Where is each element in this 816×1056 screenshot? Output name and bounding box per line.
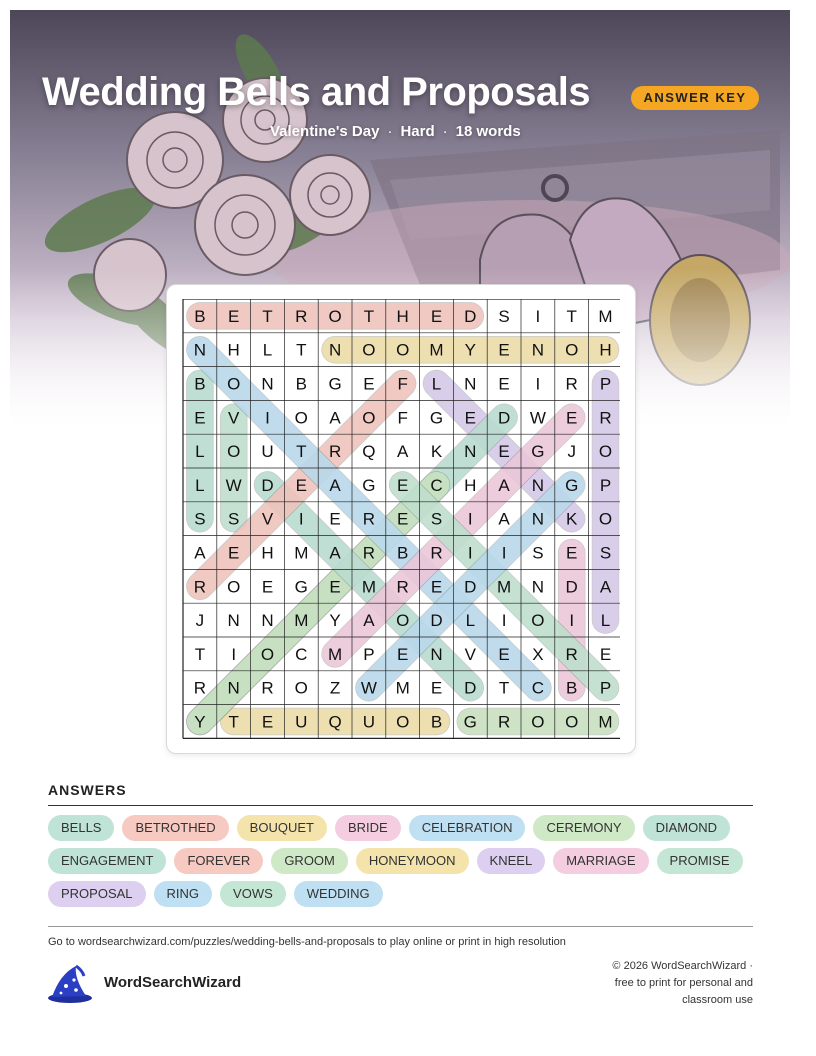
grid-letter: E xyxy=(430,306,443,326)
grid-letter: O xyxy=(227,577,241,597)
category-label: Valentine's Day xyxy=(270,123,380,140)
answer-chip-marriage: MARRIAGE xyxy=(553,848,648,874)
grid-letter: B xyxy=(194,374,206,394)
grid-letter: T xyxy=(296,442,307,462)
grid-letter: G xyxy=(565,475,579,495)
grid-letter: A xyxy=(498,475,510,495)
answer-chip-bouquet: BOUQUET xyxy=(237,815,327,841)
grid-letter: R xyxy=(565,374,578,394)
grid-letter: S xyxy=(532,543,544,563)
grid-letter: M xyxy=(328,644,343,664)
grid-letter: P xyxy=(599,374,612,394)
grid-letter: A xyxy=(329,408,341,428)
grid-letter: O xyxy=(565,340,579,360)
answer-chip-ceremony: CEREMONY xyxy=(533,815,634,841)
grid-letter: W xyxy=(360,678,377,698)
grid-letter: O xyxy=(227,374,241,394)
grid-letter: N xyxy=(531,340,545,360)
grid-letter: Y xyxy=(329,611,341,631)
grid-letter: E xyxy=(295,475,307,495)
grid-letter: M xyxy=(395,678,410,698)
brand-name: WordSearchWizard xyxy=(104,974,242,991)
grid-letter: R xyxy=(193,577,207,597)
answer-chip-vows: VOWS xyxy=(220,881,286,907)
word-count-label: 18 words xyxy=(455,123,521,140)
grid-letter: E xyxy=(261,712,274,732)
copyright-line: classroom use xyxy=(682,994,753,1006)
difficulty-label: Hard xyxy=(400,123,435,140)
grid-letter: F xyxy=(397,374,408,394)
answer-chip-engagement: ENGAGEMENT xyxy=(48,848,166,874)
word-search-grid xyxy=(180,299,620,739)
grid-letter: T xyxy=(194,644,206,664)
grid-letter: S xyxy=(498,306,510,326)
grid-letter: B xyxy=(566,678,578,698)
grid-letter: M xyxy=(361,577,376,597)
grid-letter: R xyxy=(430,543,443,563)
grid-letter: E xyxy=(498,340,510,360)
grid-letter: R xyxy=(362,509,376,529)
grid-letter: E xyxy=(397,509,409,529)
grid-letter: G xyxy=(429,408,444,428)
grid-letter: R xyxy=(599,408,612,428)
grid-letter: H xyxy=(396,306,409,326)
answer-key-badge: ANSWER KEY xyxy=(631,86,759,110)
grid-letter: R xyxy=(261,678,274,698)
answers-list xyxy=(48,815,758,907)
grid-letter: N xyxy=(464,442,477,462)
grid-letter: A xyxy=(329,543,341,563)
grid-letter: B xyxy=(430,712,443,732)
grid-letter: L xyxy=(465,611,476,631)
grid-letter: Y xyxy=(464,340,476,360)
grid-letter: N xyxy=(261,611,274,631)
grid-letter: D xyxy=(430,611,443,631)
grid-letter: E xyxy=(498,442,510,462)
grid-letter: H xyxy=(599,340,612,360)
grid-letter: O xyxy=(531,712,545,732)
answer-chip-groom: GROOM xyxy=(271,848,348,874)
grid-letter: P xyxy=(599,475,612,495)
grid-letter: N xyxy=(193,340,207,360)
grid-letter: Y xyxy=(194,712,206,732)
grid-letter: A xyxy=(363,611,375,631)
grid-letter: E xyxy=(228,306,240,326)
answer-chip-celebration: CELEBRATION xyxy=(409,815,526,841)
answer-chip-betrothed: BETROTHED xyxy=(122,815,228,841)
grid-letter: I xyxy=(535,374,541,394)
grid-letter: M xyxy=(294,611,309,631)
grid-letter: E xyxy=(498,374,510,394)
grid-letter: K xyxy=(430,442,443,462)
grid-letter: B xyxy=(194,306,206,326)
grid-letter: G xyxy=(531,442,545,462)
grid-letter: F xyxy=(397,408,408,428)
grid-letter: E xyxy=(228,543,240,563)
grid-letter: L xyxy=(431,374,442,394)
grid-letter: D xyxy=(497,408,511,428)
answer-chip-honeymoon: HONEYMOON xyxy=(356,848,469,874)
grid-letter: A xyxy=(329,475,341,495)
grid-letter: B xyxy=(397,543,409,563)
grid-letter: L xyxy=(262,340,273,360)
grid-letter: N xyxy=(430,644,443,664)
grid-letter: T xyxy=(566,306,577,326)
grid-letter: O xyxy=(328,306,342,326)
grid-letter: U xyxy=(362,712,376,732)
divider xyxy=(48,805,753,806)
grid-letter: I xyxy=(501,611,507,631)
grid-letter: O xyxy=(598,509,613,529)
answer-chip-ring: RING xyxy=(154,881,213,907)
grid-letter: M xyxy=(598,306,613,326)
copyright-line: free to print for personal and xyxy=(614,977,753,989)
grid-letter: G xyxy=(328,374,342,394)
grid-letter: E xyxy=(599,644,612,664)
grid-letter: K xyxy=(566,509,578,529)
grid-letter: O xyxy=(294,408,308,428)
grid-letter: S xyxy=(430,509,443,529)
answer-chip-promise: PROMISE xyxy=(657,848,743,874)
grid-letter: E xyxy=(397,644,409,664)
grid-letter: J xyxy=(567,442,576,462)
copyright-line: © 2026 WordSearchWizard · xyxy=(612,960,753,972)
answers-heading: ANSWERS xyxy=(48,782,127,798)
grid-letter: E xyxy=(566,408,578,428)
grid-letter: Q xyxy=(328,712,342,732)
grid-letter: N xyxy=(328,340,342,360)
grid-letter: D xyxy=(464,577,477,597)
grid-letter: L xyxy=(600,611,611,631)
grid-letter: M xyxy=(294,543,309,563)
grid-letter: P xyxy=(599,678,612,698)
puzzle-meta xyxy=(270,123,521,140)
grid-letter: O xyxy=(531,611,545,631)
grid-letter: R xyxy=(295,306,308,326)
wizard-hat-icon xyxy=(46,964,94,1004)
grid-letter: I xyxy=(467,509,473,529)
grid-letter: M xyxy=(497,577,512,597)
grid-letter: X xyxy=(532,644,544,664)
grid-letter: L xyxy=(195,442,205,462)
grid-letter: A xyxy=(194,543,206,563)
answer-chip-bells: BELLS xyxy=(48,815,114,841)
grid-letter: H xyxy=(464,475,477,495)
grid-letter: N xyxy=(227,611,240,631)
grid-letter: Q xyxy=(362,442,376,462)
play-online-link[interactable]: Go to wordsearchwizard.com/puzzles/wedding-bells-and-proposals to play online or print in high resolution xyxy=(48,936,566,948)
grid-letter: R xyxy=(565,644,578,664)
grid-letter: N xyxy=(227,678,240,698)
grid-letter: T xyxy=(498,678,510,698)
answer-chip-kneel: KNEEL xyxy=(477,848,546,874)
grid-letter: V xyxy=(261,509,274,529)
grid-letter: S xyxy=(228,509,240,529)
grid-letter: O xyxy=(598,442,613,462)
grid-letter: C xyxy=(430,475,443,495)
grid-letter: A xyxy=(397,442,409,462)
grid-letter: N xyxy=(261,374,274,394)
grid-letter: O xyxy=(396,611,410,631)
grid-letter: W xyxy=(225,475,242,495)
answer-chip-wedding: WEDDING xyxy=(294,881,383,907)
grid-letter: B xyxy=(295,374,307,394)
grid-letter: G xyxy=(463,712,477,732)
grid-letter: L xyxy=(195,475,205,495)
grid-letter: E xyxy=(329,509,341,529)
grid-letter: E xyxy=(363,374,375,394)
grid-letter: G xyxy=(294,577,308,597)
grid-letter: A xyxy=(498,509,510,529)
grid-letter: I xyxy=(569,611,575,631)
grid-letter: Z xyxy=(329,678,341,698)
grid-letter: G xyxy=(362,475,376,495)
grid-letter: O xyxy=(396,712,410,732)
grid-letter: I xyxy=(501,543,507,563)
grid-letter: O xyxy=(565,712,579,732)
grid-letter: M xyxy=(429,340,444,360)
grid-letter: O xyxy=(396,340,410,360)
grid-letter: O xyxy=(227,442,241,462)
grid-letter: C xyxy=(295,644,308,664)
answer-chip-bride: BRIDE xyxy=(335,815,401,841)
grid-letter: O xyxy=(294,678,308,698)
grid-letter: S xyxy=(194,509,206,529)
grid-letter: E xyxy=(397,475,409,495)
grid-letter: E xyxy=(261,577,274,597)
grid-letter: W xyxy=(529,408,546,428)
divider xyxy=(48,926,753,927)
grid-letter: I xyxy=(265,408,270,428)
grid-letter: R xyxy=(362,543,376,563)
grid-letter: I xyxy=(231,644,237,664)
grid-letter: D xyxy=(261,475,274,495)
grid-letter: U xyxy=(295,712,308,732)
grid-letter: N xyxy=(464,374,477,394)
grid-letter: T xyxy=(262,306,273,326)
grid-letter: E xyxy=(430,577,443,597)
copyright-notice xyxy=(553,958,753,1009)
grid-letter: D xyxy=(464,306,477,326)
answer-chip-forever: FOREVER xyxy=(174,848,263,874)
answer-chip-diamond: DIAMOND xyxy=(643,815,730,841)
grid-letter: U xyxy=(261,442,274,462)
grid-letter: S xyxy=(599,543,612,563)
meta-separator: · xyxy=(387,123,393,140)
grid-letter: I xyxy=(535,306,541,326)
grid-letter: E xyxy=(566,543,578,563)
grid-letter: N xyxy=(531,475,545,495)
grid-letter: V xyxy=(228,408,240,428)
grid-letter: A xyxy=(599,577,612,597)
grid-letter: I xyxy=(467,543,473,563)
grid-letter: T xyxy=(296,340,307,360)
grid-letter: T xyxy=(228,712,239,732)
grid-letter: R xyxy=(328,442,342,462)
grid-letter: V xyxy=(464,644,476,664)
grid-letter: E xyxy=(430,678,443,698)
grid-letter: E xyxy=(464,408,476,428)
grid-letter: R xyxy=(497,712,511,732)
grid-letter: O xyxy=(362,340,376,360)
grid-letter: R xyxy=(193,678,207,698)
grid-letter: E xyxy=(194,408,206,428)
grid-letter: R xyxy=(396,577,409,597)
grid-letter: D xyxy=(565,577,578,597)
grid-letter: H xyxy=(227,340,240,360)
answer-chip-proposal: PROPOSAL xyxy=(48,881,146,907)
meta-separator: · xyxy=(442,123,448,140)
grid-letter: O xyxy=(260,644,275,664)
grid-letter: I xyxy=(298,509,304,529)
grid-letter: E xyxy=(498,644,510,664)
page-title: Wedding Bells and Proposals xyxy=(42,70,591,114)
grid-letter: E xyxy=(329,577,341,597)
grid-letter: P xyxy=(363,644,375,664)
grid-letter: J xyxy=(195,611,205,631)
grid-letter: H xyxy=(261,543,274,563)
grid-letter: O xyxy=(362,408,376,428)
grid-letter: D xyxy=(464,678,477,698)
grid-letter: T xyxy=(363,306,375,326)
grid-letter: N xyxy=(531,509,545,529)
grid-letter: M xyxy=(598,712,613,732)
grid-letter: N xyxy=(531,577,545,597)
grid-letter: C xyxy=(531,678,545,698)
